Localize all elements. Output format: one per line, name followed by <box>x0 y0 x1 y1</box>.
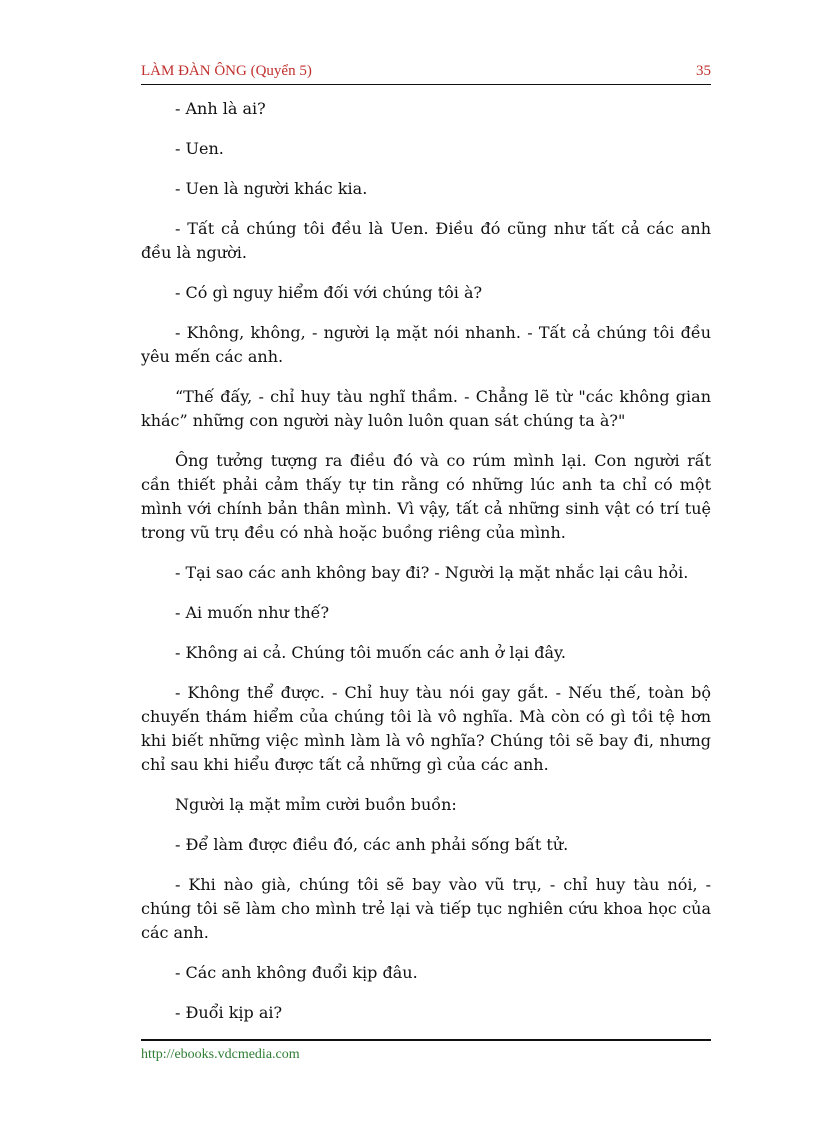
page-number: 35 <box>696 63 711 79</box>
footer-url-link[interactable]: http://ebooks.vdcmedia.com <box>141 1047 300 1062</box>
paragraph: - Uen là người khác kia. <box>175 179 368 198</box>
paragraph: “Thế đấy, - chỉ huy tàu nghĩ thầm. - Chẳng lẽ từ "các không gian khác” những con người này luôn luôn quan sát chúng ta à?" <box>141 387 711 430</box>
paragraph: - Tại sao các anh không bay đi? - Người lạ mặt nhắc lại câu hỏi. <box>175 563 689 582</box>
book-title: LÀM ĐÀN ÔNG (Quyển 5) <box>141 63 312 79</box>
page-header <box>141 62 711 85</box>
paragraph: - Để làm được điều đó, các anh phải sống bất tử. <box>175 835 569 854</box>
paragraph: - Đuổi kịp ai? <box>175 1003 283 1022</box>
paragraph: - Anh là ai? <box>175 99 266 118</box>
paragraph: - Tất cả chúng tôi đều là Uen. Điều đó cũng như tất cả các anh đều là người. <box>141 219 711 262</box>
paragraph: - Uen. <box>175 139 224 158</box>
page-body <box>141 97 711 1041</box>
paragraph: - Không ai cả. Chúng tôi muốn các anh ở lại đây. <box>175 643 566 662</box>
paragraph: - Có gì nguy hiểm đối với chúng tôi à? <box>175 283 483 302</box>
paragraph: - Không thể được. - Chỉ huy tàu nói gay gắt. - Nếu thế, toàn bộ chuyến thám hiểm của chúng tôi là vô nghĩa. Mà còn có gì tồi tệ hơn khi biết những việc mình làm là vô nghĩa? Chúng tôi sẽ bay đi, nhưng chỉ sau khi hiểu được tất cả những gì của các anh. <box>141 683 711 774</box>
paragraph: Người lạ mặt mỉm cười buồn buồn: <box>175 795 457 814</box>
paragraph: - Các anh không đuổi kịp đâu. <box>175 963 418 982</box>
paragraph: - Khi nào già, chúng tôi sẽ bay vào vũ trụ, - chỉ huy tàu nói, - chúng tôi sẽ làm cho mình trẻ lại và tiếp tục nghiên cứu khoa học của các anh. <box>141 875 711 942</box>
paragraph: - Không, không, - người lạ mặt nói nhanh. - Tất cả chúng tôi đều yêu mến các anh. <box>141 323 711 366</box>
footer-divider <box>141 1039 711 1041</box>
paragraph: Ông tưởng tượng ra điều đó và co rúm mình lại. Con người rất cần thiết phải cảm thấy tự tin rằng có những lúc anh ta chỉ có một mình với chính bản thân mình. Vì vậy, tất cả những sinh vật có trí tuệ trong vũ trụ đều có nhà hoặc buồng riêng của mình. <box>141 451 711 542</box>
paragraph: - Ai muốn như thế? <box>175 603 330 622</box>
